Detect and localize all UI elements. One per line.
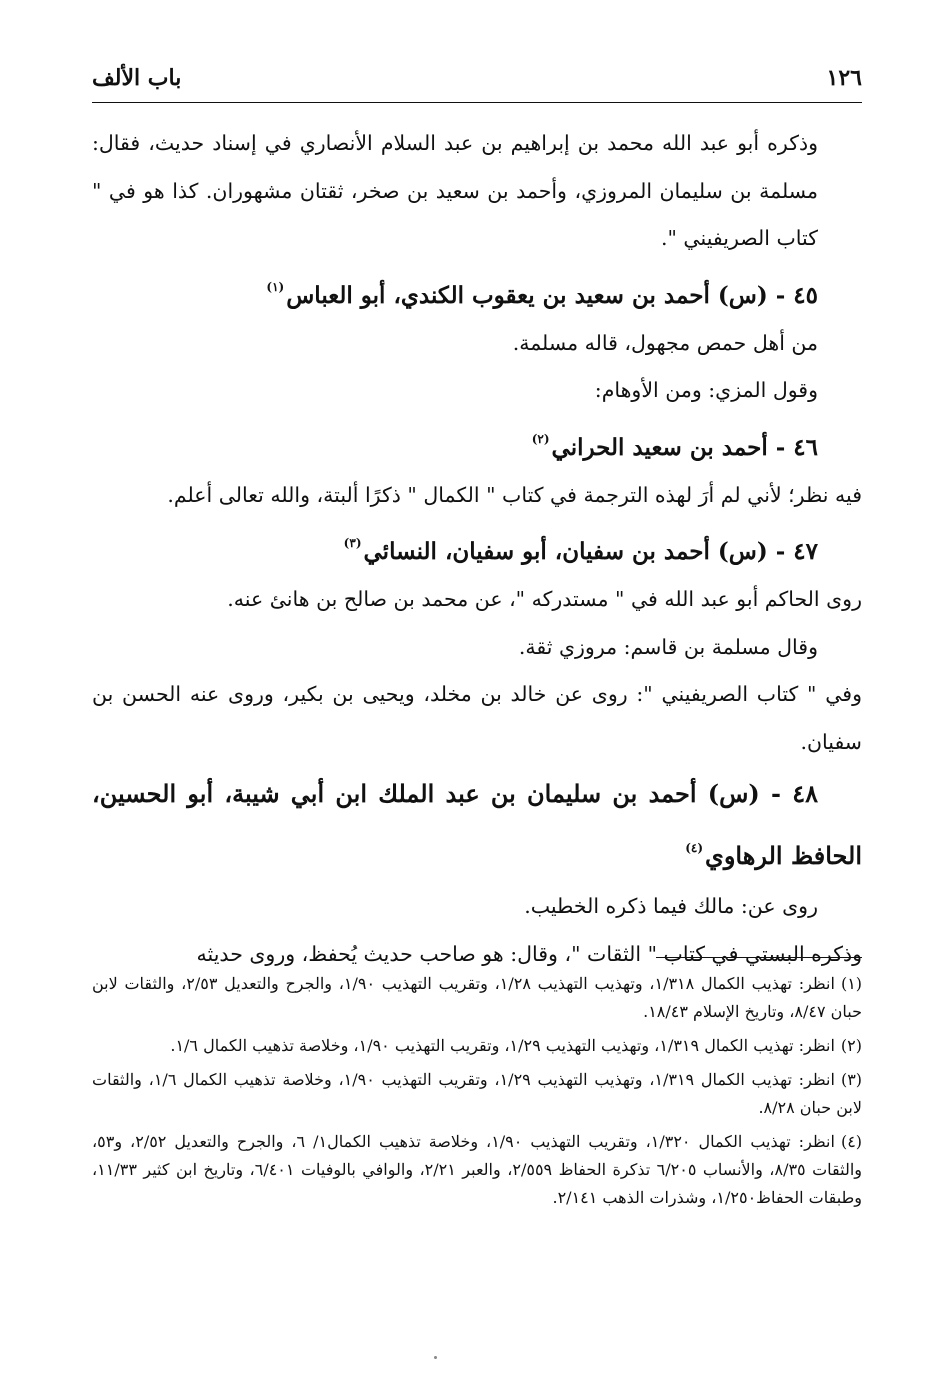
page-header [92, 58, 862, 98]
entry-line: وقول المزي: ومن الأوهام: [594, 378, 818, 402]
footnote-number: (٤) [840, 1132, 863, 1151]
footnote-text: انظر: تهذيب الكمال ١/٣١٩، وتهذيب التهذيب ١/٢٩، وتقريب التهذيب ١/٩٠، وخلاصة تذهيب الكمال ١/٦، والثقات لابن حبان ٨/٢٨. [92, 1070, 862, 1117]
footnotes [92, 970, 862, 1218]
footnote-text: انظر: تهذيب الكمال ١/٣٢٠، وتقريب التهذيب ١/٩٠، وخلاصة تذهيب الكمال١/ ٦، والجرح والتعديل ٢/٥٢، و٥٣، والثقات ٨/٣٥، والأنساب ٦/٢٠٥ تذكرة الحفاظ ٢/٥٥٩، والعبر ٢/٢١، والوافي بالوفيات ٦/٤٠١، وتاريخ ابن كثير ١١/٣٣، وطبقات الحفاظ١/٢٥٠، وشذرات الذهب ٢/١٤١. [92, 1132, 863, 1207]
footnote-text: انظر: تهذيب الكمال ١/٣١٩، وتهذيب التهذيب ١/٢٩، وتقريب التهذيب ١/٩٠، وخلاصة تذهيب الكمال ١/٦. [170, 1036, 835, 1055]
entry-line: من أهل حمص مجهول، قاله مسلمة. [512, 330, 818, 355]
footnote [92, 970, 862, 1026]
section-title: باب الألف [92, 65, 182, 91]
entry-line: وقال مسلمة بن قاسم: مروزي ثقة. [518, 634, 818, 659]
main-text [92, 120, 862, 978]
entry-heading [92, 766, 862, 883]
header-divider [92, 102, 862, 103]
footnote-ref[interactable]: (٣) [343, 536, 362, 550]
footnote-number: (٣) [840, 1070, 863, 1089]
footnote-ref[interactable]: (١) [266, 279, 285, 294]
entry-line: وذكره البستي في كتاب " الثقات "، وقال: هو صاحب حديث يُحفظ، وروى حديثه [196, 941, 862, 966]
entry-heading [92, 263, 862, 320]
entry-heading-text: ٤٧ - (س) أحمد بن سفيان، أبو سفيان، النسائي [363, 538, 818, 565]
entry-line: فيه نظر؛ لأني لم أرَ لهذه الترجمة في كتاب " الكمال " ذكرًا ألبتة، والله تعالى أعلم. [167, 482, 862, 507]
footnote-number: (٢) [840, 1036, 862, 1055]
entry-heading-text: ٤٦ - أحمد بن سعيد الحراني [551, 433, 818, 461]
entry-heading-text: ٤٨ - (س) أحمد بن سليمان بن عبد الملك ابن أبي شيبة، أبو الحسين، الحافظ الرهاوي [92, 779, 862, 870]
entry-heading [92, 519, 862, 576]
footnote-number: (١) [840, 974, 863, 993]
footnote-divider [656, 957, 862, 958]
entry-heading [92, 415, 862, 472]
footnote [92, 1032, 862, 1060]
paragraph: وذكره أبو عبد الله محمد بن إبراهيم بن عبد السلام الأنصاري في إسناد حديث، فقال: مسلمة بن سليمان المروزي، وأحمد بن سعيد بن صخر، ثقتان مشهوران. كذا هو في " كتاب الصريفيني ". [92, 131, 818, 250]
scan-speck [434, 1356, 437, 1359]
footnote-ref[interactable]: (٤) [685, 841, 704, 855]
footnote [92, 1066, 862, 1122]
footnote [92, 1128, 862, 1212]
entry-line: وفي " كتاب الصريفيني ": روى عن خالد بن مخلد، ويحيى بن بكير، وروى عنه الحسن بن سفيان. [92, 682, 862, 754]
footnote-ref[interactable]: (٢) [531, 431, 550, 446]
entry-heading-text: ٤٥ - (س) أحمد بن سعيد بن يعقوب الكندي، أبو العباس [286, 281, 818, 309]
entry-line: روى عن: مالك فيما ذكره الخطيب. [524, 894, 818, 918]
footnote-text: انظر: تهذيب الكمال ١/٣١٨، وتهذيب التهذيب ١/٢٨، وتقريب التهذيب ١/٩٠، والجرح والتعديل ٢/٥٣، والثقات لابن حبان ٨/٤٧، وتاريخ الإسلام ١٨/٤٣. [92, 974, 862, 1021]
page-number: ١٢٦ [826, 65, 862, 91]
entry-line: روى الحاكم أبو عبد الله في " مستدركه "، عن محمد بن صالح بن هانئ عنه. [227, 587, 862, 611]
